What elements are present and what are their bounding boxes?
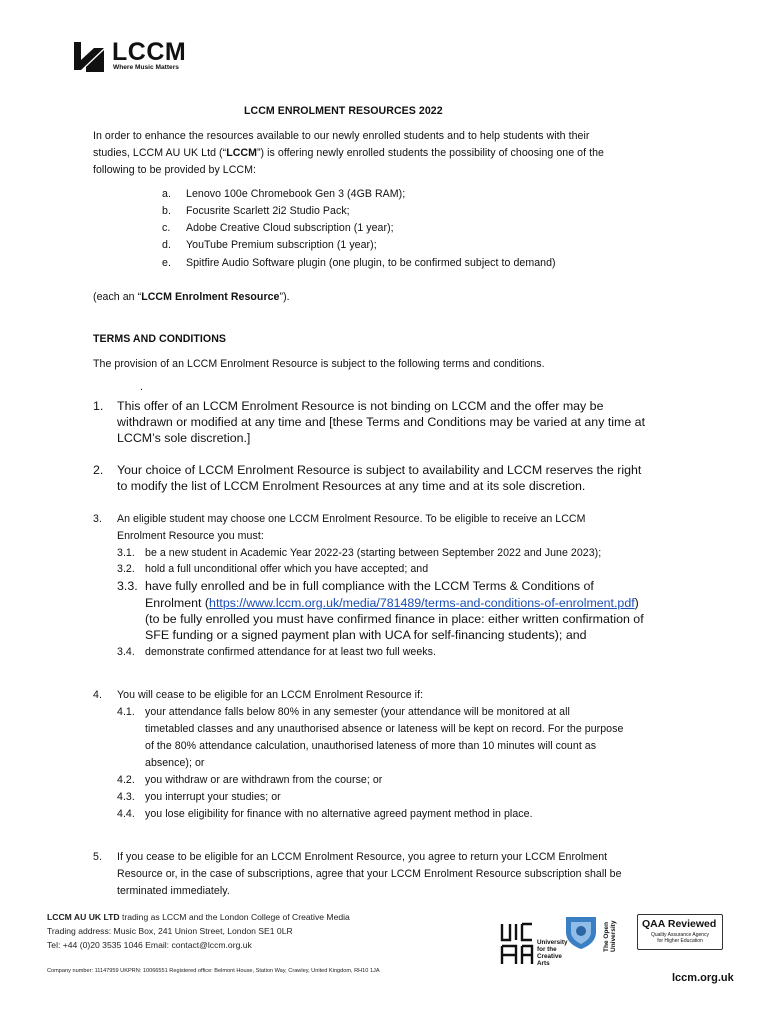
uca-text: for the bbox=[537, 946, 557, 953]
subclause-number: 4.3. bbox=[117, 791, 135, 803]
clause-number: 4. bbox=[93, 689, 102, 701]
footer-company-name: LCCM AU UK LTD bbox=[47, 912, 120, 922]
qaa-title: QAA Reviewed bbox=[642, 918, 717, 930]
uca-logo bbox=[500, 918, 570, 966]
ou-text: The Open bbox=[603, 922, 610, 952]
intro-text: studies, LCCM AU UK Ltd (“ bbox=[93, 147, 227, 159]
footer-company-text: trading as LCCM and the London College of Creative Media bbox=[119, 912, 350, 922]
list-item: Lenovo 100e Chromebook Gen 3 (4GB RAM); bbox=[186, 188, 406, 200]
document-title: LCCM ENROLMENT RESOURCES 2022 bbox=[244, 105, 443, 117]
definition-text: ”). bbox=[279, 291, 290, 303]
subclause-3-2: hold a full unconditional offer which you have accepted; and bbox=[145, 563, 429, 575]
subclause-number: 4.1. bbox=[117, 706, 135, 718]
definition-text: (each an “ bbox=[93, 291, 142, 303]
subclause-text: Enrolment ( bbox=[145, 596, 210, 610]
terms-enrolment-link[interactable]: https://www.lccm.org.uk/media/781489/terms-and-conditions-of-enrolment.pdf bbox=[209, 596, 635, 610]
list-marker: b. bbox=[162, 205, 171, 217]
footer-contact: Tel: +44 (0)20 3535 1046 Email: contact@lccm.org.uk bbox=[47, 940, 252, 950]
footer-registration: Company number: 11147959 UKPRN: 10066551 Registered office: Belmont House, Station Way, Crawley, United Kingdom, RH10 1JA bbox=[47, 968, 380, 974]
list-item: Spitfire Audio Software plugin (one plugin, to be confirmed subject to demand) bbox=[186, 257, 556, 269]
subclause-text: ) bbox=[634, 596, 639, 610]
footer-address: Trading address: Music Box, 241 Union Street, London SE1 0LR bbox=[47, 926, 293, 936]
definition-term: LCCM Enrolment Resource bbox=[141, 291, 280, 303]
list-marker: d. bbox=[162, 239, 171, 251]
subclause-3-3-line-3: (to be fully enrolled you must have confirmed finance in place: either written confirmation of bbox=[145, 612, 644, 626]
intro-line-2 bbox=[93, 147, 604, 159]
clause-5-line-3: terminated immediately. bbox=[117, 885, 230, 897]
ou-text: University bbox=[609, 920, 617, 952]
qaa-badge bbox=[637, 914, 723, 950]
uca-text: Creative Arts bbox=[537, 953, 562, 967]
list-item: Focusrite Scarlett 2i2 Studio Pack; bbox=[186, 205, 350, 217]
qaa-subtitle: for Higher Education bbox=[657, 938, 703, 944]
subclause-3-4: demonstrate confirmed attendance for at least two full weeks. bbox=[145, 646, 436, 658]
uca-logo-icon bbox=[500, 920, 534, 966]
subclause-4-4: you lose eligibility for finance with no alternative agreed payment method in place. bbox=[145, 808, 533, 820]
open-university-shield-icon bbox=[563, 914, 599, 950]
subclause-3-1: be a new student in Academic Year 2022-23 (starting between September 2022 and June 2023); bbox=[145, 547, 602, 559]
subclause-number: 3.3. bbox=[117, 579, 138, 593]
subclause-number: 3.2. bbox=[117, 563, 135, 575]
subclause-3-3-line-4: SFE funding or a signed payment plan with UCA for self-financing students); and bbox=[145, 628, 587, 642]
list-item: YouTube Premium subscription (1 year); bbox=[186, 239, 377, 251]
footer-website[interactable]: lccm.org.uk bbox=[672, 972, 734, 984]
qaa-subtitle: Quality Assurance Agency bbox=[650, 932, 710, 938]
stray-dot: . bbox=[140, 381, 143, 393]
subclause-number: 3.1. bbox=[117, 547, 135, 559]
list-marker: a. bbox=[162, 188, 171, 200]
list-item: Adobe Creative Cloud subscription (1 year); bbox=[186, 222, 394, 234]
lccm-logo-mark-icon bbox=[72, 40, 106, 74]
clause-5-line-2: Resource or, in the case of subscriptions, agree that your LCCM Enrolment Resource subscription shall be bbox=[117, 868, 622, 880]
uca-text: University bbox=[537, 939, 568, 946]
lccm-logo bbox=[72, 38, 192, 74]
subclause-3-3-line-1: have fully enrolled and be in full compliance with the LCCM Terms & Conditions of bbox=[145, 579, 594, 593]
clause-number: 1. bbox=[93, 399, 104, 413]
subclause-3-3-line-2 bbox=[145, 596, 639, 610]
list-marker: e. bbox=[162, 257, 171, 269]
open-university-logo bbox=[563, 914, 623, 954]
clause-number: 3. bbox=[93, 513, 102, 525]
terms-heading: TERMS AND CONDITIONS bbox=[93, 333, 227, 345]
intro-line-3: following to be provided by LCCM: bbox=[93, 164, 256, 176]
clause-1-line-2: withdrawn or modified at any time and [these Terms and Conditions may be varied at any time at bbox=[117, 415, 646, 429]
list-marker: c. bbox=[162, 222, 171, 234]
clause-1-line-3: LCCM’s sole discretion.] bbox=[117, 431, 251, 445]
clause-3-line-1: An eligible student may choose one LCCM Enrolment Resource. To be eligible to receive an LCCM bbox=[117, 513, 586, 525]
intro-text: ”) is offering newly enrolled students the possibility of choosing one of the bbox=[256, 147, 604, 159]
subclause-4-1-line-1: your attendance falls below 80% in any semester (your attendance will be monitored at all bbox=[145, 706, 570, 718]
clause-number: 2. bbox=[93, 463, 104, 477]
subclause-4-1-line-3: of the 80% attendance calculation, unauthorised lateness of more than 10 minutes will count as bbox=[145, 740, 597, 752]
clause-number: 5. bbox=[93, 851, 102, 863]
clause-5-line-1: If you cease to be eligible for an LCCM Enrolment Resource, you agree to return your LCCM Enrolment bbox=[117, 851, 608, 863]
clause-2-line-2: to modify the list of LCCM Enrolment Resources at any time and at its sole discretion. bbox=[117, 479, 586, 493]
footer-company bbox=[47, 912, 350, 922]
clause-3-line-2: Enrolment Resource you must: bbox=[117, 530, 264, 542]
intro-line-1: In order to enhance the resources available to our newly enrolled students and to help students with their bbox=[93, 130, 590, 142]
subclause-number: 3.4. bbox=[117, 646, 135, 658]
logo-wordmark: LCCM bbox=[112, 38, 187, 66]
definition-line bbox=[93, 291, 290, 303]
subclause-number: 4.4. bbox=[117, 808, 135, 820]
subclause-4-2: you withdraw or are withdrawn from the course; or bbox=[145, 774, 383, 786]
logo-tagline: Where Music Matters bbox=[113, 64, 179, 71]
subclause-4-1-line-4: absence); or bbox=[145, 757, 205, 769]
clause-1-line-1: This offer of an LCCM Enrolment Resource is not binding on LCCM and the offer may be bbox=[117, 399, 604, 413]
intro-bold-lccm: LCCM bbox=[226, 147, 257, 159]
subclause-4-3: you interrupt your studies; or bbox=[145, 791, 281, 803]
terms-intro: The provision of an LCCM Enrolment Resource is subject to the following terms and conditions. bbox=[93, 358, 545, 370]
subclause-number: 4.2. bbox=[117, 774, 135, 786]
subclause-4-1-line-2: timetabled classes and any unauthorised absence or lateness will be kept on record. For the purpose bbox=[145, 723, 624, 735]
clause-2-line-1: Your choice of LCCM Enrolment Resource is subject to availability and LCCM reserves the right bbox=[117, 463, 642, 477]
clause-4-line-1: You will cease to be eligible for an LCCM Enrolment Resource if: bbox=[117, 689, 424, 701]
